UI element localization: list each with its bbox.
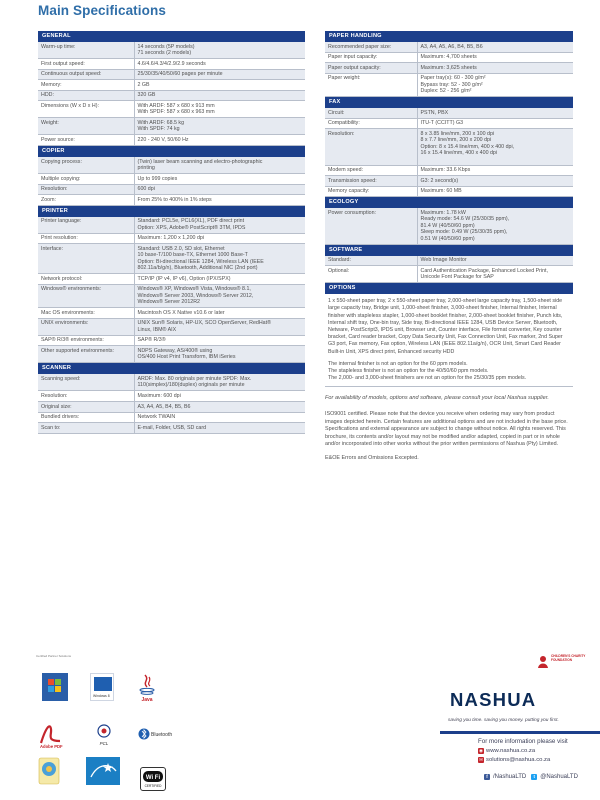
spec-value-line: 2 GB — [137, 81, 150, 88]
tagline: saving you time. saving you money. putting you first. — [448, 718, 559, 723]
spec-label: Printer language: — [38, 217, 134, 234]
svg-text:Java: Java — [141, 697, 153, 703]
spec-label: Scanning speed: — [38, 374, 134, 391]
facebook-handle[interactable]: /NashuaLTD — [493, 774, 527, 780]
section-header: SCANNER — [38, 363, 305, 374]
spec-label: Weight: — [38, 118, 134, 135]
spec-value — [134, 335, 305, 346]
disclaimer — [325, 411, 573, 462]
spec-row — [325, 118, 573, 129]
spec-label: Standard: — [325, 256, 417, 266]
email-link[interactable]: solutions@nashua.co.za — [486, 756, 551, 763]
spec-label: Transmission speed: — [325, 176, 417, 187]
spec-label: Paper weight: — [325, 73, 417, 96]
charity-logo-icon — [537, 655, 549, 674]
spec-value-line: 16 x 15.4 line/mm, 400 x 400 dpi — [420, 150, 498, 157]
spec-label: Memory: — [38, 80, 134, 91]
partner-caption: Certified Partner Solutions — [36, 654, 72, 658]
spec-value-line: Maximum: 1.78 kW — [420, 209, 466, 216]
spec-value — [417, 108, 573, 118]
spec-value — [134, 412, 305, 423]
spec-row — [325, 256, 573, 266]
spec-label: SAP® R/3® environments: — [38, 335, 134, 346]
spec-row — [38, 284, 305, 307]
win8-label: Windows 8 — [93, 694, 110, 698]
options-note: The internal finisher is not an option for the 60 ppm models. — [328, 360, 468, 367]
spec-value — [134, 233, 305, 244]
windows-logo-icon — [42, 673, 68, 701]
options-note: The stapleless finisher is not an option for the 40/50/60 ppm models. — [328, 368, 489, 375]
spec-label: Network protocol: — [38, 274, 134, 285]
svg-text:CERTIFIED: CERTIFIED — [144, 784, 162, 788]
spec-value-line: With ARDF: 68.5 kg — [137, 119, 185, 126]
section-general — [38, 31, 305, 146]
spec-value-line: Windows® Server 2003, Windows® Server 2012, — [137, 292, 254, 299]
spec-label: Dimensions (W x D x H): — [38, 101, 134, 118]
section-header: SOFTWARE — [325, 245, 573, 256]
spec-value-line: printing — [137, 164, 155, 171]
section-header: PRINTER — [38, 206, 305, 217]
options-text: 1 x 550-sheet paper tray, 2 x 550-sheet paper tray, 2,000-sheet large capacity tray, 1,500-sheet side large capacity tray, Bridge unit, 1,000-sheet finisher, 3,000-sheet finisher, Internal finisher, Internal finisher with stapleless stapler, 1,000-sheet booklet finisher, 2,000-sheet booklet finisher, Punch kits, Internal shift tray, One-bin tray, Side tray, Bi-directional IEEE 1284, USB Device Server, Bluetooth, Netware, PostScript3, IPDS unit, Browser unit, Counter interface, File format converter, Key counter bracket, Card reader bracket, Copy Data Security Unit, Fax Connection Unit, Fax marker, 2nd Super G3 port, Fax memory, Fax option, Wireless LAN (IEEE 802.11a/g/n), OCR Unit, Smart Card Reader Built-in Unit, XPS direct print, Enhanced security HDD — [328, 298, 563, 355]
spec-value — [134, 346, 305, 363]
spec-value-line: (Twin) laser beam scanning and electro-photographic — [137, 158, 263, 165]
spec-row — [38, 80, 305, 91]
spec-value-line: Web Image Monitor — [420, 257, 467, 264]
spec-label: Circuit: — [325, 108, 417, 118]
spec-label: Windows® environments: — [38, 284, 134, 307]
spec-value — [134, 135, 305, 146]
spec-value-line: 4.6/4.6/4.3/4/2.9/2.9 seconds — [137, 60, 206, 67]
spec-label: Scan to: — [38, 423, 134, 434]
left-column — [38, 31, 305, 434]
spec-row — [38, 42, 305, 59]
spec-value-line: 8 x 7.7 line/mm, 200 x 200 dpi — [420, 137, 492, 144]
spec-value — [134, 80, 305, 91]
section-header: OPTIONS — [325, 283, 573, 294]
energy-star-icon — [86, 757, 120, 785]
spec-value-line: Option: XPS, Adobe® PostScript® 3TM, IPDS — [137, 224, 246, 231]
spec-value-line: Paper tray(s): 60 - 300 g/m² — [420, 75, 486, 82]
spec-row — [325, 165, 573, 176]
spec-row — [38, 184, 305, 195]
spec-label: Optional: — [325, 266, 417, 283]
spec-value-line: 10 base-T/100 base-TX, Ethernet 1000 Base-T — [137, 252, 248, 259]
spec-value — [134, 69, 305, 80]
spec-value-line: OS/400 Host Print Transform, IBM iSeries — [137, 354, 236, 361]
spec-value — [417, 42, 573, 52]
spec-value-line: Maximum: 33.6 Kbps — [420, 167, 471, 174]
spec-label: Power source: — [38, 135, 134, 146]
spec-row — [38, 335, 305, 346]
spec-value — [134, 244, 305, 274]
section-header: ECOLOGY — [325, 197, 573, 208]
spec-label: Original size: — [38, 401, 134, 412]
wifi-certified-icon — [140, 767, 166, 791]
spec-row — [38, 412, 305, 423]
options-box — [325, 294, 573, 387]
spec-row — [38, 346, 305, 363]
spec-table — [38, 157, 305, 206]
spec-row — [325, 176, 573, 187]
spec-label: Memory capacity: — [325, 186, 417, 197]
spec-row — [38, 244, 305, 274]
spec-value — [134, 391, 305, 402]
spec-table — [38, 374, 305, 433]
spec-table — [325, 42, 573, 97]
spec-value — [134, 195, 305, 206]
spec-label: First output speed: — [38, 59, 134, 70]
spec-label: Compatibility: — [325, 118, 417, 129]
spec-value-line: 220 - 240 V, 50/60 Hz — [137, 136, 189, 143]
spec-label: Zoom: — [38, 195, 134, 206]
brand-divider — [440, 731, 600, 734]
spec-value-line: Network TWAIN — [137, 414, 176, 421]
spec-value-line: A3, A4, A5, A6, B4, B5, B6 — [420, 43, 483, 50]
spec-value-line: NDPS Gateway, AS/400® using — [137, 347, 213, 354]
spec-label: Modem speed: — [325, 165, 417, 176]
spec-value-line: Maximum: 3,625 sheets — [420, 64, 477, 71]
spec-table — [325, 108, 573, 197]
windows-8-compatible-icon — [90, 673, 114, 701]
page-title: Main Specifications — [38, 3, 166, 18]
spec-value-line: Bypass tray: 52 - 300 g/m² — [420, 81, 483, 88]
java-logo-icon — [136, 673, 158, 703]
spec-value — [134, 59, 305, 70]
right-column — [325, 31, 573, 470]
pcl-logo-icon — [86, 722, 122, 748]
spec-value-line: Maximum: 600 dpi — [137, 392, 181, 399]
availability-note: For availability of models, options and software, please consult your local Nashua supplier. — [325, 395, 549, 402]
eoe-statement: E&OE Errors and Omissions Excepted. — [325, 455, 419, 462]
spec-row — [38, 101, 305, 118]
spec-label: Continuous output speed: — [38, 69, 134, 80]
spec-value-line: 600 dpi — [137, 186, 155, 193]
twitter-handle[interactable]: @NashuaLTD — [540, 774, 578, 780]
spec-value — [134, 217, 305, 234]
social-links — [484, 774, 578, 780]
bluetooth-icon — [138, 727, 176, 741]
spec-label: Paper output capacity: — [325, 63, 417, 74]
spec-value-line: ITU-T (CCITT) G3 — [420, 120, 464, 127]
spec-row — [38, 118, 305, 135]
section-header: PAPER HANDLING — [325, 31, 573, 42]
spec-value — [417, 118, 573, 129]
spec-value-line: Maximum: 60 MB — [420, 188, 462, 195]
spec-value-line: 0.51 W (40/50/60 ppm) — [420, 235, 475, 242]
certification-badge-icon — [38, 757, 60, 785]
spec-value-line: Up to 999 copies — [137, 175, 178, 182]
spec-value — [134, 374, 305, 391]
spec-value-line: 8 x 3.85 line/mm, 200 x 100 dpi — [420, 130, 495, 137]
spec-value-line: ARDF: Max. 80 originals per minute SPDF: Max. — [137, 375, 252, 382]
spec-row — [38, 90, 305, 101]
spec-label: Bundled drivers: — [38, 412, 134, 423]
section-software — [325, 245, 573, 284]
spec-value-line: Unicode Font Package for SAP — [420, 274, 494, 281]
spec-row — [38, 59, 305, 70]
spec-row — [38, 401, 305, 412]
spec-value-line: 802.11a/b/g/n), Bluetooth, Additional NIC (2nd port) — [137, 265, 258, 272]
spec-value-line: Maximum: 4,700 sheets — [420, 54, 477, 61]
spec-value-line: Sleep mode: 0.49 W (25/30/35 ppm), — [420, 229, 508, 236]
spec-row — [325, 129, 573, 165]
spec-table — [38, 217, 305, 364]
spec-value-line: 81.4 W (40/50/60 ppm) — [420, 222, 475, 229]
section-copier — [38, 146, 305, 206]
spec-row — [38, 374, 305, 391]
spec-value-line: A3, A4, A5, B4, B5, B6 — [137, 403, 191, 410]
spec-value-line: Duplex: 52 - 256 g/m² — [420, 88, 472, 95]
spec-value-line — [421, 157, 571, 163]
svg-text:Bluetooth: Bluetooth — [151, 732, 173, 738]
adobe-pdf-icon — [36, 719, 66, 749]
globe-icon: ◉ — [479, 748, 483, 754]
spec-label: HDD: — [38, 90, 134, 101]
spec-value — [417, 63, 573, 74]
section-paper-handling — [325, 31, 573, 97]
spec-value-line: E-mail, Folder, USB, SD card — [137, 424, 207, 431]
mail-icon: ✉ — [479, 756, 483, 762]
spec-label: Power consumption: — [325, 208, 417, 244]
spec-value — [417, 165, 573, 176]
spec-value-line: SAP® R/3® — [137, 337, 166, 344]
spec-table — [38, 42, 305, 146]
spec-value — [134, 184, 305, 195]
spec-row — [38, 69, 305, 80]
spec-row — [38, 274, 305, 285]
spec-value — [134, 173, 305, 184]
spec-label: Multiple copying: — [38, 173, 134, 184]
spec-label: Interface: — [38, 244, 134, 274]
spec-value — [417, 186, 573, 197]
spec-label: Paper input capacity: — [325, 52, 417, 63]
spec-value-line: With ARDF: 587 x 680 x 913 mm — [137, 102, 215, 109]
spec-label: Warm-up time: — [38, 42, 134, 59]
spec-row — [325, 73, 573, 96]
spec-row — [325, 63, 573, 74]
spec-value-line: From 25% to 400% in 1% steps — [137, 196, 212, 203]
nashua-logo: NASHUA — [450, 689, 537, 710]
spec-value-line: PSTN, PBX — [420, 109, 449, 116]
spec-value-line: Option: Bi-directional IEEE 1284, Wireless LAN (IEEE — [137, 258, 264, 265]
spec-value-line: 14 seconds (5P models) — [137, 43, 195, 50]
section-header: FAX — [325, 97, 573, 108]
spec-label: Other supported environments: — [38, 346, 134, 363]
spec-value-line: 320 GB — [137, 92, 156, 99]
spec-row — [38, 308, 305, 319]
section-header: GENERAL — [38, 31, 305, 42]
charity-text: CHILDREN'S CHARITY FOUNDATION — [551, 654, 586, 662]
svg-text:Adobe PDF: Adobe PDF — [40, 744, 63, 749]
spec-value — [134, 42, 305, 59]
spec-row — [325, 266, 573, 283]
spec-value-line: With SPDF: 587 x 680 x 963 mm — [137, 109, 215, 116]
section-fax — [325, 97, 573, 197]
section-printer — [38, 206, 305, 364]
spec-row — [38, 423, 305, 434]
spec-label: Resolution: — [38, 184, 134, 195]
spec-value — [417, 73, 573, 96]
spec-label: UNIX environments: — [38, 318, 134, 335]
spec-label: Mac OS environments: — [38, 308, 134, 319]
brand-block — [440, 653, 590, 733]
spec-row — [38, 318, 305, 335]
svg-text:Wi Fi: Wi Fi — [145, 775, 161, 781]
spec-value-line: With SPDF: 74 kg — [137, 126, 180, 133]
spec-value — [134, 90, 305, 101]
spec-value-line: Windows® Server 2012R2 — [137, 299, 200, 306]
spec-row — [38, 195, 305, 206]
spec-value — [134, 401, 305, 412]
contact-block — [478, 738, 600, 764]
section-header: COPIER — [38, 146, 305, 157]
spec-value — [417, 52, 573, 63]
website-link[interactable]: www.nashua.co.za — [486, 748, 536, 754]
spec-label: Resolution: — [325, 129, 417, 165]
options-note: The 2,000- and 3,000-sheet finishers are not an option for the 25/30/35 ppm models. — [328, 375, 527, 382]
info-heading: For more information please visit — [478, 738, 568, 745]
spec-row — [38, 233, 305, 244]
email-row[interactable] — [478, 756, 600, 765]
website-row[interactable] — [478, 747, 600, 756]
spec-value — [417, 266, 573, 283]
spec-value-line: 71 seconds (2 models) — [137, 50, 192, 56]
spec-value-line: Standard: USB 2.0, SD slot, Ethernet — [137, 245, 225, 252]
spec-value-line: UNIX Sun® Solaris, HP-UX, SCO OpenServer, RedHat® — [137, 320, 272, 327]
spec-value — [134, 308, 305, 319]
spec-label: Copying process: — [38, 157, 134, 174]
spec-value-line: 110(simplex)/180(duplex) originals per minute — [137, 382, 245, 389]
spec-row — [325, 42, 573, 52]
spec-value — [134, 423, 305, 434]
spec-row — [325, 186, 573, 197]
spec-value-line: Standard: PCL5e, PCL6(XL), PDF direct print — [137, 218, 245, 225]
spec-row — [38, 173, 305, 184]
spec-table — [325, 256, 573, 284]
spec-value — [134, 157, 305, 174]
facebook-icon[interactable]: f — [484, 774, 490, 780]
certification-logos — [28, 640, 178, 800]
spec-table — [325, 208, 573, 244]
spec-value-line: TCP/IP (IP v4, IP v6), Option (IPX/SPX) — [137, 275, 231, 282]
twitter-icon[interactable]: t — [531, 774, 537, 780]
spec-row — [38, 157, 305, 174]
spec-value-line: 25/30/35/40/50/60 pages per minute — [137, 71, 223, 78]
spec-row — [38, 135, 305, 146]
spec-value — [134, 274, 305, 285]
spec-value — [134, 101, 305, 118]
svg-text:PCL: PCL — [99, 741, 109, 746]
iso-statement: ISO9001 certified. Please note that the device you receive when ordering may vary from product images depicted herein. Certain features are additional options and are not included in the base price. Specifications and external appearance are subject to change without notice. All rights reserved. This brochure, its contents and/or layout may not be modified and/or adapted, copied in part or in whole and/or incorporated into other works without the prior written permissions of Nashua (Pty) Limited. — [325, 411, 568, 448]
spec-row — [38, 391, 305, 402]
spec-value-line: Card Authentication Package, Enhanced Locked Print, — [420, 267, 549, 274]
section-ecology — [325, 197, 573, 244]
spec-value-line: Linux, IBM® AIX — [137, 326, 177, 333]
section-scanner — [38, 363, 305, 433]
spec-row — [325, 208, 573, 244]
spec-value — [134, 118, 305, 135]
section-options — [325, 283, 573, 387]
spec-row — [325, 108, 573, 118]
spec-value-line: G3: 2 second(s) — [420, 177, 459, 184]
spec-value — [417, 256, 573, 266]
spec-value-line: Macintosh OS X Native v10.6 or later — [137, 309, 225, 316]
spec-row — [325, 52, 573, 63]
spec-row — [38, 217, 305, 234]
spec-value — [417, 208, 573, 244]
spec-value — [417, 129, 573, 165]
spec-value-line: Option: 8 x 15.4 line/mm, 400 x 400 dpi, — [420, 143, 515, 150]
spec-value-line: Ready mode: 54.6 W (25/30/35 ppm), — [420, 216, 510, 223]
spec-label: Recommended paper size: — [325, 42, 417, 52]
spec-value — [417, 176, 573, 187]
spec-label: Resolution: — [38, 391, 134, 402]
spec-value-line: Windows® XP, Windows® Vista, Windows® 8.1, — [137, 286, 251, 293]
spec-value-line: Maximum: 1,200 x 1,200 dpi — [137, 235, 205, 242]
spec-value — [134, 284, 305, 307]
spec-value — [134, 318, 305, 335]
spec-label: Print resolution: — [38, 233, 134, 244]
